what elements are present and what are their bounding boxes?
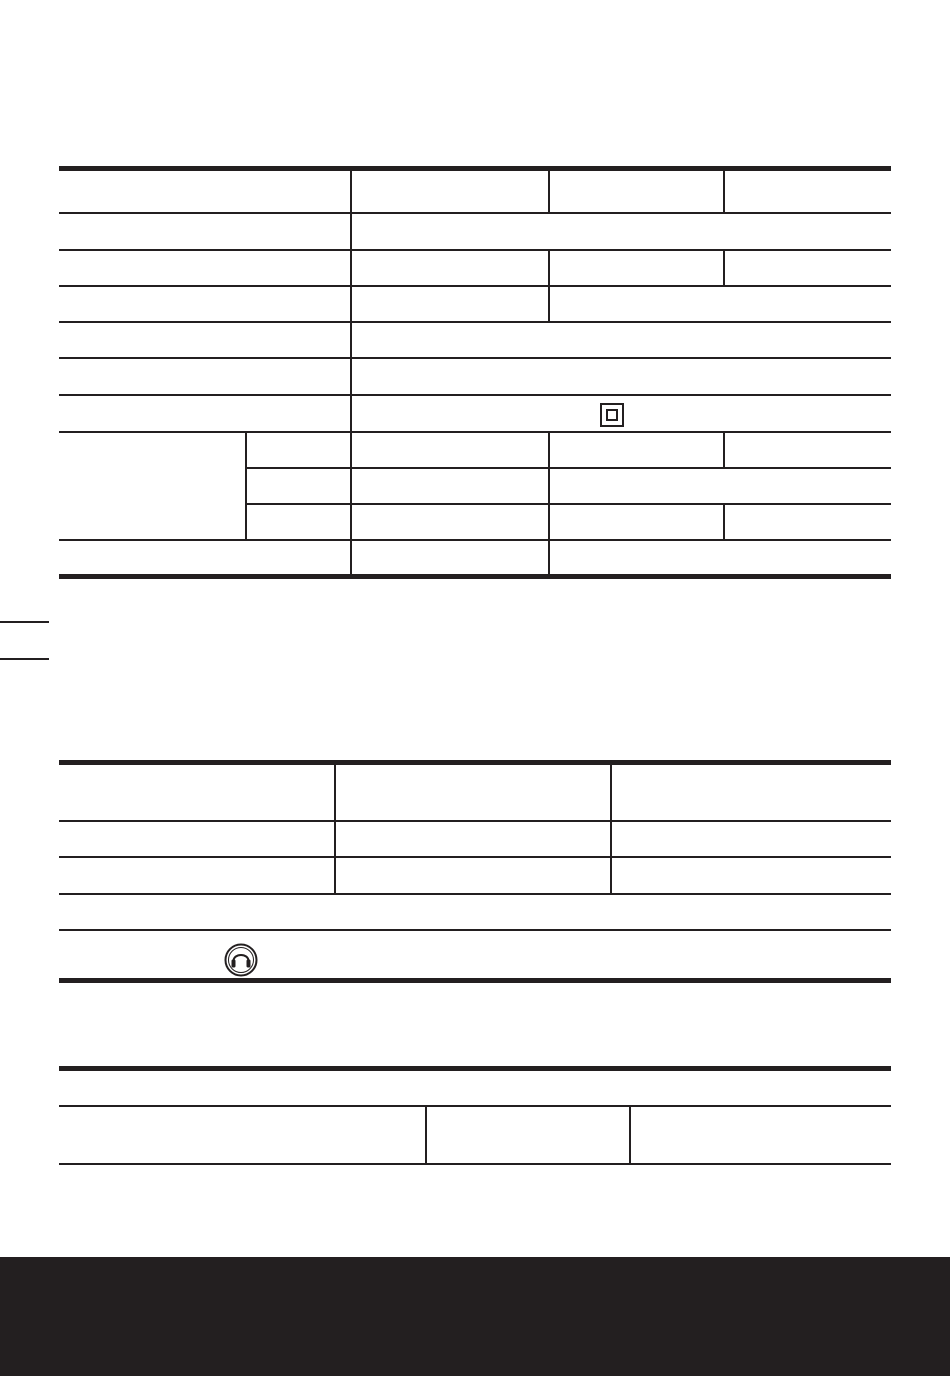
specs-table-row-rule [59, 249, 891, 251]
specs-table-col-rule [723, 503, 725, 541]
specs-table-row-rule [59, 539, 891, 541]
noise-table-row-rule [59, 893, 891, 895]
specs-table-row-rule [59, 212, 891, 214]
vibration-table-top-rule [59, 1066, 891, 1071]
specs-table-bottom-rule [59, 574, 891, 579]
specs-table-col-rule [548, 171, 550, 214]
specs-table-row-rule [59, 285, 891, 287]
specs-table-row-rule [59, 394, 891, 396]
vibration-table-col-rule [629, 1105, 631, 1165]
noise-table-bottom-rule [59, 978, 891, 983]
vibration-table-col-rule [425, 1105, 427, 1165]
ear-protection-icon [224, 943, 258, 977]
specs-table-top-rule [59, 166, 891, 171]
noise-table-col-rule [334, 765, 336, 894]
noise-table-row-rule [59, 856, 891, 858]
specs-table-col-rule [548, 431, 550, 574]
specs-table-row-rule [59, 321, 891, 323]
specs-table-row-rule [245, 467, 891, 469]
specs-table-col-rule [245, 431, 247, 541]
noise-table-top-rule [59, 760, 891, 765]
specs-table-col-rule [548, 249, 550, 323]
side-tab-mark [0, 658, 49, 660]
specs-table-row-rule [59, 431, 891, 433]
specs-table-col-rule [723, 431, 725, 469]
specs-table-col-rule [723, 171, 725, 214]
specs-table-col-rule [350, 171, 352, 574]
vibration-table-row-rule [59, 1105, 891, 1107]
specs-table-row-rule [59, 357, 891, 359]
side-tab-mark [0, 621, 49, 623]
noise-table-col-rule [610, 765, 612, 894]
noise-table-row-rule [59, 820, 891, 822]
footer-band [0, 1257, 950, 1376]
noise-table-row-rule [59, 929, 891, 931]
specs-table-col-rule [723, 249, 725, 287]
specs-table-row-rule [245, 503, 891, 505]
double-square-icon [600, 403, 624, 427]
vibration-table-bottom-rule [59, 1163, 891, 1165]
